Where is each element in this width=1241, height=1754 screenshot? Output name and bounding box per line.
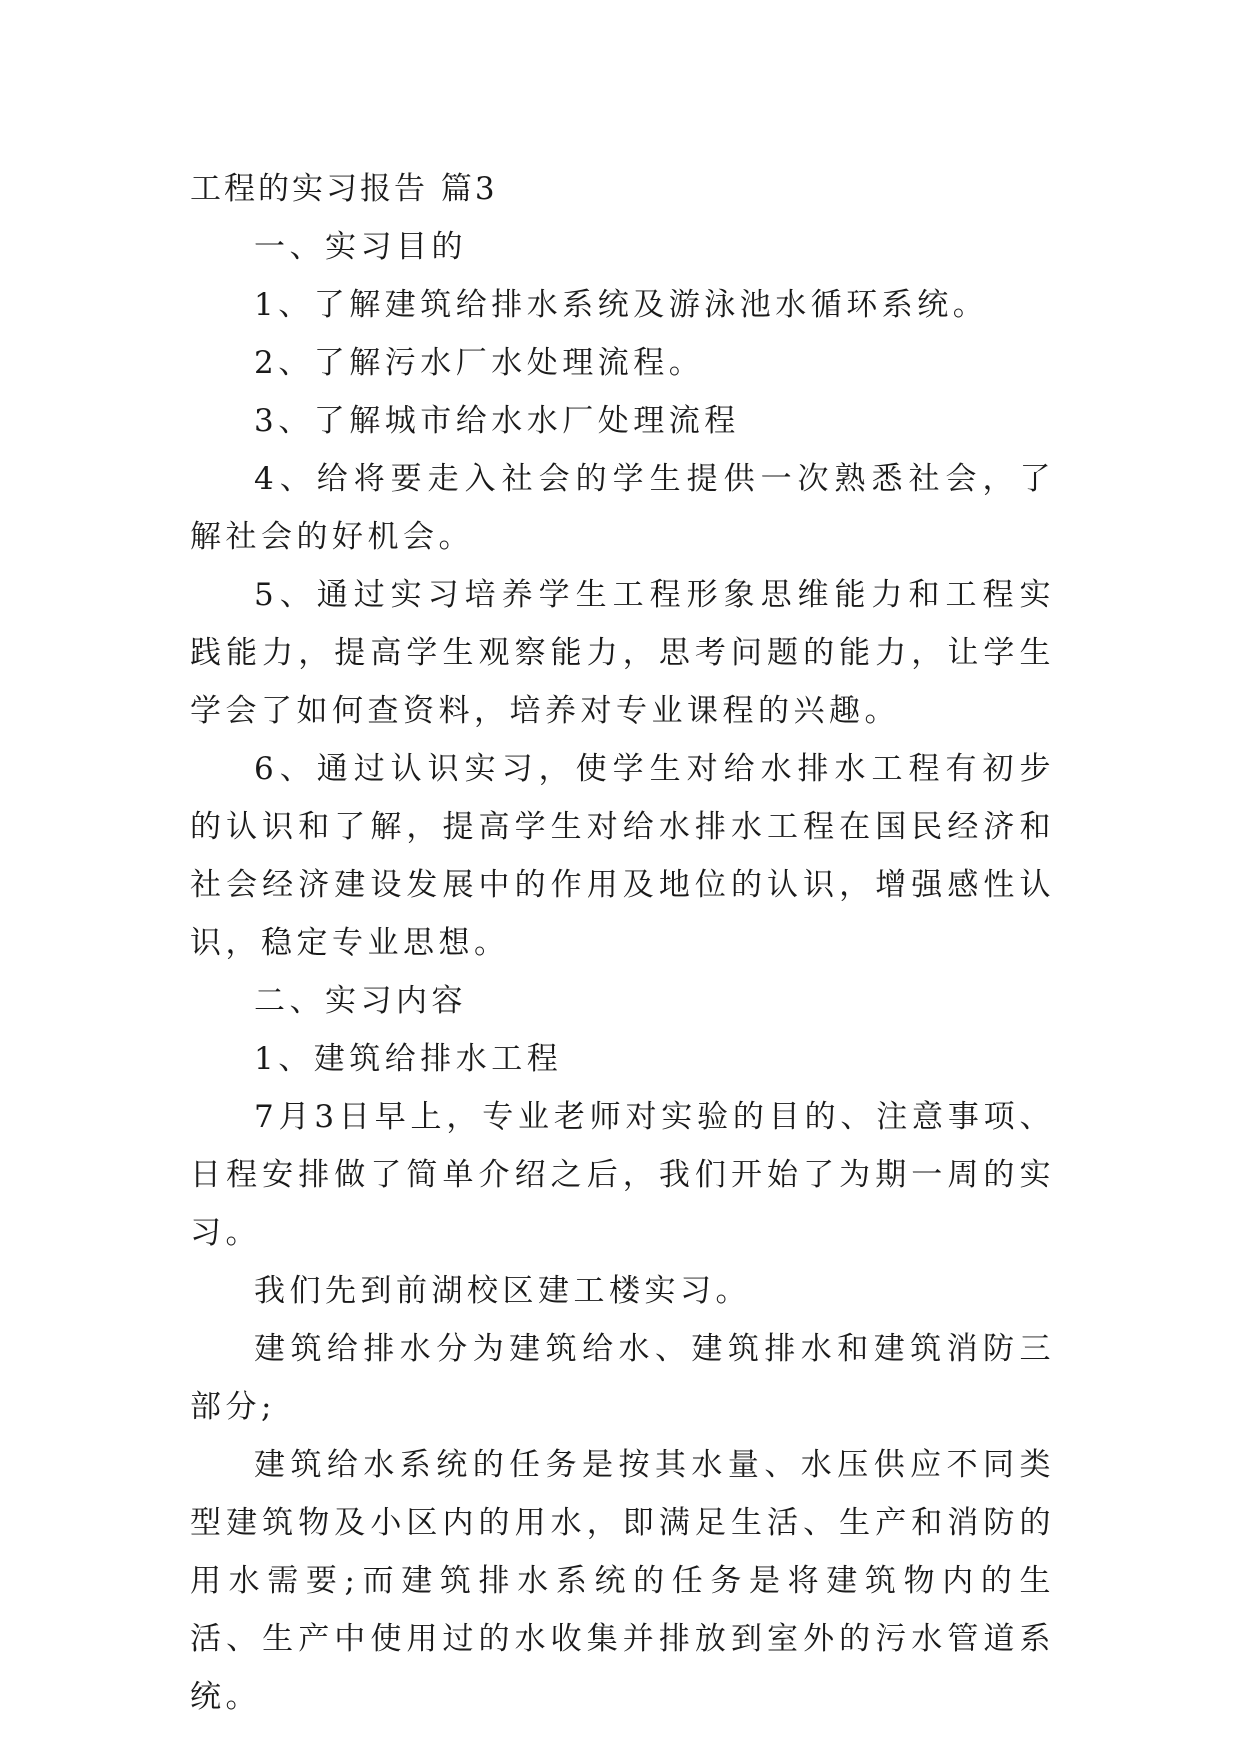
paragraph: 1、了解建筑给排水系统及游泳池水循环系统。 — [254, 287, 989, 323]
paragraph: 我们先到前湖校区建工楼实习。 — [254, 1273, 751, 1309]
document-title: 工程的实习报告 篇3 — [190, 171, 498, 207]
section-heading: 二、实习内容 — [254, 983, 467, 1019]
paragraph: 建筑给排水分为建筑给水、建筑排水和建筑消防三部分; — [190, 1331, 1055, 1425]
paragraph: 4、给将要走入社会的学生提供一次熟悉社会，了解社会的好机会。 — [190, 461, 1055, 555]
paragraph: 建筑给水系统的任务是按其水量、水压供应不同类型建筑物及小区内的用水，即满足生活、生产和消防的用水需要;而建筑排水系统的任务是将建筑物内的生活、生产中使用过的水收集并排放到室外的污水管道系统。 — [190, 1447, 1055, 1715]
paragraph: 5、通过实习培养学生工程形象思维能力和工程实践能力，提高学生观察能力，思考问题的能力，让学生学会了如何查资料，培养对专业课程的兴趣。 — [190, 577, 1055, 729]
paragraph: 6、通过认识实习，使学生对给水排水工程有初步的认识和了解，提高学生对给水排水工程在国民经济和社会经济建设发展中的作用及地位的认识，增强感性认识，稳定专业思想。 — [190, 751, 1055, 961]
paragraph: 2、了解污水厂水处理流程。 — [254, 345, 705, 381]
paragraph: 7月3日早上，专业老师对实验的目的、注意事项、日程安排做了简单介绍之后，我们开始了为期一周的实习。 — [190, 1099, 1055, 1251]
subsection-heading: 1、建筑给排水工程 — [254, 1041, 563, 1077]
document-body — [190, 160, 1055, 1726]
paragraph: 3、了解城市给水水厂处理流程 — [254, 403, 740, 439]
section-heading: 一、实习目的 — [254, 229, 467, 265]
